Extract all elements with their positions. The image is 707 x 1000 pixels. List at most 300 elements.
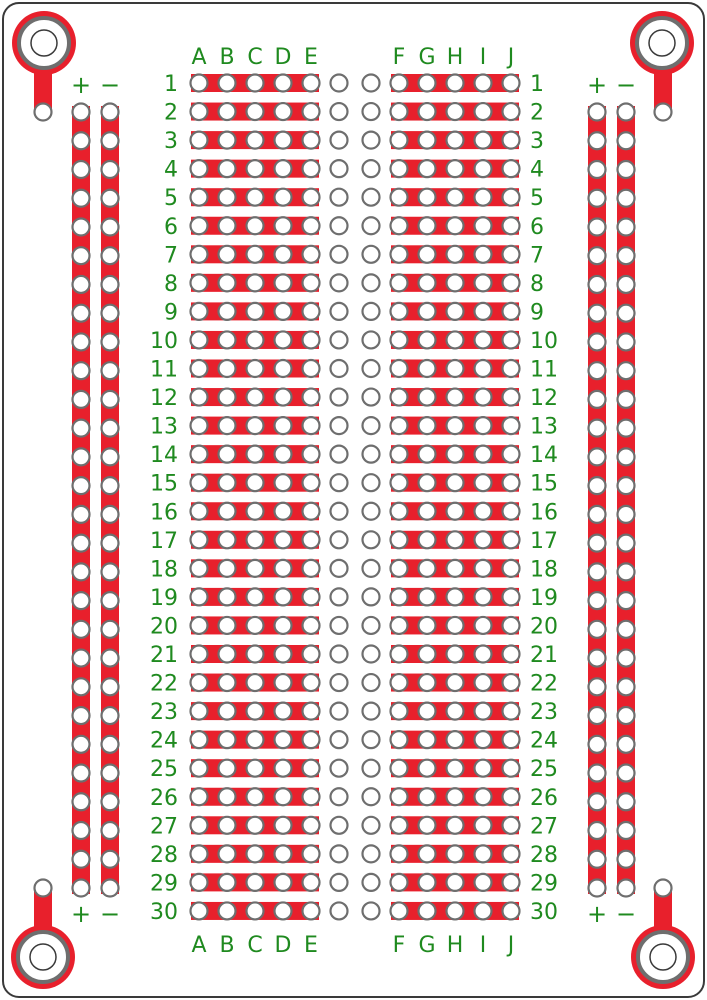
circle-pad-icon bbox=[363, 588, 380, 605]
circle-pad-icon bbox=[247, 189, 264, 206]
circle-pad-icon bbox=[363, 246, 380, 263]
circle-pad-icon bbox=[219, 189, 236, 206]
circle-pad-icon bbox=[102, 420, 119, 437]
circle-pad-icon bbox=[363, 331, 380, 348]
circle-pad-icon bbox=[247, 389, 264, 406]
row-number: 22 bbox=[150, 671, 178, 697]
circle-pad-icon bbox=[303, 217, 320, 234]
circle-pad-icon bbox=[475, 874, 492, 891]
row-number: 4 bbox=[530, 157, 544, 183]
circle-pad-icon bbox=[219, 531, 236, 548]
circle-pad-icon bbox=[275, 703, 292, 720]
circle-pad-icon bbox=[363, 360, 380, 377]
circle-pad-icon bbox=[331, 246, 348, 263]
row-number: 30 bbox=[530, 899, 558, 925]
circle-pad-icon bbox=[589, 420, 606, 437]
circle-pad-icon bbox=[219, 103, 236, 120]
circle-pad-icon bbox=[303, 560, 320, 577]
circle-pad-icon bbox=[503, 874, 520, 891]
circle-pad-icon bbox=[618, 822, 635, 839]
row-number: 2 bbox=[164, 100, 178, 126]
circle-pad-icon bbox=[589, 765, 606, 782]
circle-pad-icon bbox=[102, 793, 119, 810]
circle-pad-icon bbox=[419, 588, 436, 605]
circle-pad-icon bbox=[191, 874, 208, 891]
circle-pad-icon bbox=[363, 75, 380, 92]
circle-pad-icon bbox=[102, 678, 119, 695]
circle-pad-icon bbox=[589, 678, 606, 695]
column-letter: F bbox=[392, 933, 406, 958]
circle-pad-icon bbox=[331, 75, 348, 92]
circle-pad-icon bbox=[475, 446, 492, 463]
circle-pad-icon bbox=[589, 707, 606, 724]
circle-pad-icon bbox=[447, 189, 464, 206]
row-number: 9 bbox=[164, 300, 178, 326]
circle-pad-icon bbox=[618, 506, 635, 523]
circle-pad-icon bbox=[419, 303, 436, 320]
circle-pad-icon bbox=[247, 503, 264, 520]
circle-pad-icon bbox=[102, 707, 119, 724]
circle-pad-icon bbox=[303, 760, 320, 777]
circle-pad-icon bbox=[419, 446, 436, 463]
mount-hole bbox=[31, 30, 57, 56]
circle-pad-icon bbox=[419, 674, 436, 691]
row-number: 2 bbox=[530, 100, 544, 126]
power-rail bbox=[101, 104, 119, 897]
column-letter: C bbox=[247, 45, 263, 70]
circle-pad-icon bbox=[447, 674, 464, 691]
circle-pad-icon bbox=[447, 474, 464, 491]
circle-pad-icon bbox=[275, 874, 292, 891]
row-number: 24 bbox=[150, 728, 178, 754]
circle-pad-icon bbox=[419, 189, 436, 206]
circle-pad-icon bbox=[589, 477, 606, 494]
circle-pad-icon bbox=[102, 851, 119, 868]
row-number: 13 bbox=[150, 414, 178, 440]
circle-pad-icon bbox=[503, 817, 520, 834]
circle-pad-icon bbox=[275, 474, 292, 491]
circle-pad-icon bbox=[618, 132, 635, 149]
circle-pad-icon bbox=[247, 103, 264, 120]
column-letter: G bbox=[418, 45, 436, 70]
column-letter: D bbox=[274, 45, 292, 70]
circle-pad-icon bbox=[363, 845, 380, 862]
circle-pad-icon bbox=[419, 617, 436, 634]
circle-pad-icon bbox=[618, 880, 635, 897]
circle-pad-icon bbox=[618, 161, 635, 178]
circle-pad-icon bbox=[391, 874, 408, 891]
column-letter: E bbox=[304, 45, 318, 70]
circle-pad-icon bbox=[475, 246, 492, 263]
circle-pad-icon bbox=[73, 190, 90, 207]
circle-pad-icon bbox=[503, 274, 520, 291]
circle-pad-icon bbox=[35, 104, 52, 121]
circle-pad-icon bbox=[303, 617, 320, 634]
circle-pad-icon bbox=[303, 246, 320, 263]
circle-pad-icon bbox=[589, 276, 606, 293]
circle-pad-icon bbox=[102, 247, 119, 264]
circle-pad-icon bbox=[503, 902, 520, 919]
circle-pad-icon bbox=[475, 303, 492, 320]
circle-pad-icon bbox=[191, 902, 208, 919]
circle-pad-icon bbox=[618, 104, 635, 121]
circle-pad-icon bbox=[219, 646, 236, 663]
circle-pad-icon bbox=[618, 276, 635, 293]
row-number: 25 bbox=[530, 757, 558, 783]
circle-pad-icon bbox=[191, 132, 208, 149]
circle-pad-icon bbox=[219, 274, 236, 291]
circle-pad-icon bbox=[503, 503, 520, 520]
circle-pad-icon bbox=[303, 75, 320, 92]
circle-pad-icon bbox=[191, 646, 208, 663]
circle-pad-icon bbox=[191, 446, 208, 463]
circle-pad-icon bbox=[447, 389, 464, 406]
circle-pad-icon bbox=[503, 189, 520, 206]
circle-pad-icon bbox=[331, 874, 348, 891]
circle-pad-icon bbox=[247, 617, 264, 634]
circle-pad-icon bbox=[247, 588, 264, 605]
circle-pad-icon bbox=[475, 646, 492, 663]
circle-pad-icon bbox=[102, 218, 119, 235]
circle-pad-icon bbox=[73, 563, 90, 580]
circle-pad-icon bbox=[219, 817, 236, 834]
circle-pad-icon bbox=[102, 563, 119, 580]
circle-pad-icon bbox=[419, 474, 436, 491]
circle-pad-icon bbox=[589, 190, 606, 207]
circle-pad-icon bbox=[475, 760, 492, 777]
row-number: 8 bbox=[530, 271, 544, 297]
circle-pad-icon bbox=[73, 391, 90, 408]
circle-pad-icon bbox=[331, 360, 348, 377]
mount-hole bbox=[650, 944, 676, 970]
circle-pad-icon bbox=[363, 674, 380, 691]
column-letter: B bbox=[219, 45, 235, 70]
circle-pad-icon bbox=[447, 360, 464, 377]
circle-pad-icon bbox=[475, 503, 492, 520]
row-number: 21 bbox=[150, 643, 178, 668]
circle-pad-icon bbox=[503, 217, 520, 234]
circle-pad-icon bbox=[363, 274, 380, 291]
circle-pad-icon bbox=[191, 760, 208, 777]
row-number: 16 bbox=[150, 500, 178, 526]
circle-pad-icon bbox=[191, 503, 208, 520]
circle-pad-icon bbox=[219, 503, 236, 520]
column-letter: A bbox=[191, 933, 207, 958]
circle-pad-icon bbox=[503, 417, 520, 434]
circle-pad-icon bbox=[618, 707, 635, 724]
circle-pad-icon bbox=[73, 477, 90, 494]
circle-pad-icon bbox=[419, 902, 436, 919]
circle-pad-icon bbox=[618, 305, 635, 322]
circle-pad-icon bbox=[303, 874, 320, 891]
circle-pad-icon bbox=[303, 531, 320, 548]
circle-pad-icon bbox=[331, 160, 348, 177]
circle-pad-icon bbox=[475, 531, 492, 548]
circle-pad-icon bbox=[475, 731, 492, 748]
rail-minus-label: − bbox=[99, 900, 121, 928]
circle-pad-icon bbox=[73, 736, 90, 753]
circle-pad-icon bbox=[219, 588, 236, 605]
circle-pad-icon bbox=[191, 189, 208, 206]
circle-pad-icon bbox=[191, 674, 208, 691]
circle-pad-icon bbox=[73, 707, 90, 724]
circle-pad-icon bbox=[503, 331, 520, 348]
row-number: 7 bbox=[164, 243, 178, 269]
circle-pad-icon bbox=[391, 646, 408, 663]
circle-pad-icon bbox=[73, 851, 90, 868]
circle-pad-icon bbox=[589, 391, 606, 408]
circle-pad-icon bbox=[503, 617, 520, 634]
row-number: 15 bbox=[150, 471, 178, 497]
row-number: 12 bbox=[150, 386, 178, 412]
row-number: 10 bbox=[530, 328, 558, 354]
circle-pad-icon bbox=[219, 902, 236, 919]
row-number: 23 bbox=[150, 700, 178, 726]
circle-pad-icon bbox=[275, 617, 292, 634]
circle-pad-icon bbox=[303, 474, 320, 491]
circle-pad-icon bbox=[618, 190, 635, 207]
circle-pad-icon bbox=[503, 246, 520, 263]
row-number: 29 bbox=[530, 871, 558, 897]
circle-pad-icon bbox=[73, 793, 90, 810]
circle-pad-icon bbox=[275, 274, 292, 291]
row-number: 28 bbox=[150, 842, 178, 868]
mount-hole bbox=[649, 30, 675, 56]
circle-pad-icon bbox=[391, 531, 408, 548]
circle-pad-icon bbox=[219, 246, 236, 263]
circle-pad-icon bbox=[503, 446, 520, 463]
circle-pad-icon bbox=[475, 160, 492, 177]
circle-pad-icon bbox=[391, 417, 408, 434]
circle-pad-icon bbox=[589, 333, 606, 350]
row-number: 23 bbox=[530, 700, 558, 726]
circle-pad-icon bbox=[303, 788, 320, 805]
circle-pad-icon bbox=[391, 189, 408, 206]
circle-pad-icon bbox=[475, 845, 492, 862]
rail-plus-label: + bbox=[586, 71, 608, 99]
circle-pad-icon bbox=[363, 617, 380, 634]
circle-pad-icon bbox=[419, 703, 436, 720]
circle-pad-icon bbox=[247, 360, 264, 377]
circle-pad-icon bbox=[391, 560, 408, 577]
circle-pad-icon bbox=[191, 303, 208, 320]
circle-pad-icon bbox=[589, 218, 606, 235]
circle-pad-icon bbox=[419, 360, 436, 377]
row-number: 11 bbox=[530, 357, 558, 383]
column-letter: I bbox=[479, 933, 487, 958]
circle-pad-icon bbox=[419, 132, 436, 149]
circle-pad-icon bbox=[191, 845, 208, 862]
rail-minus-label: − bbox=[615, 900, 637, 928]
circle-pad-icon bbox=[275, 446, 292, 463]
circle-pad-icon bbox=[618, 650, 635, 667]
circle-pad-icon bbox=[447, 845, 464, 862]
circle-pad-icon bbox=[447, 731, 464, 748]
circle-pad-icon bbox=[618, 678, 635, 695]
circle-pad-icon bbox=[475, 417, 492, 434]
row-number: 17 bbox=[150, 528, 178, 554]
column-letter: H bbox=[446, 933, 464, 958]
circle-pad-icon bbox=[363, 446, 380, 463]
circle-pad-icon bbox=[503, 474, 520, 491]
row-number: 3 bbox=[164, 129, 178, 155]
circle-pad-icon bbox=[247, 160, 264, 177]
circle-pad-icon bbox=[503, 531, 520, 548]
circle-pad-icon bbox=[363, 760, 380, 777]
circle-pad-icon bbox=[391, 817, 408, 834]
circle-pad-icon bbox=[447, 788, 464, 805]
circle-pad-icon bbox=[102, 276, 119, 293]
circle-pad-icon bbox=[475, 75, 492, 92]
circle-pad-icon bbox=[363, 389, 380, 406]
circle-pad-icon bbox=[247, 788, 264, 805]
circle-pad-icon bbox=[503, 703, 520, 720]
circle-pad-icon bbox=[73, 104, 90, 121]
circle-pad-icon bbox=[73, 333, 90, 350]
circle-pad-icon bbox=[275, 160, 292, 177]
row-number: 25 bbox=[150, 757, 178, 783]
circle-pad-icon bbox=[247, 731, 264, 748]
circle-pad-icon bbox=[363, 189, 380, 206]
circle-pad-icon bbox=[219, 674, 236, 691]
circle-pad-icon bbox=[503, 132, 520, 149]
circle-pad-icon bbox=[275, 246, 292, 263]
circle-pad-icon bbox=[303, 845, 320, 862]
circle-pad-icon bbox=[503, 560, 520, 577]
circle-pad-icon bbox=[391, 274, 408, 291]
circle-pad-icon bbox=[303, 817, 320, 834]
circle-pad-icon bbox=[447, 902, 464, 919]
circle-pad-icon bbox=[618, 420, 635, 437]
circle-pad-icon bbox=[419, 731, 436, 748]
circle-pad-icon bbox=[191, 389, 208, 406]
circle-pad-icon bbox=[475, 788, 492, 805]
circle-pad-icon bbox=[363, 303, 380, 320]
circle-pad-icon bbox=[363, 731, 380, 748]
circle-pad-icon bbox=[363, 474, 380, 491]
circle-pad-icon bbox=[275, 103, 292, 120]
rail-minus-label: − bbox=[99, 71, 121, 99]
circle-pad-icon bbox=[102, 362, 119, 379]
circle-pad-icon bbox=[475, 674, 492, 691]
circle-pad-icon bbox=[247, 817, 264, 834]
circle-pad-icon bbox=[303, 703, 320, 720]
circle-pad-icon bbox=[363, 417, 380, 434]
circle-pad-icon bbox=[475, 217, 492, 234]
circle-pad-icon bbox=[618, 218, 635, 235]
circle-pad-icon bbox=[331, 588, 348, 605]
circle-pad-icon bbox=[275, 75, 292, 92]
circle-pad-icon bbox=[247, 132, 264, 149]
circle-pad-icon bbox=[219, 731, 236, 748]
circle-pad-icon bbox=[331, 474, 348, 491]
circle-pad-icon bbox=[447, 503, 464, 520]
circle-pad-icon bbox=[102, 132, 119, 149]
circle-pad-icon bbox=[102, 880, 119, 897]
circle-pad-icon bbox=[363, 132, 380, 149]
circle-pad-icon bbox=[275, 560, 292, 577]
row-number: 18 bbox=[530, 557, 558, 583]
circle-pad-icon bbox=[73, 650, 90, 667]
circle-pad-icon bbox=[503, 646, 520, 663]
circle-pad-icon bbox=[618, 765, 635, 782]
circle-pad-icon bbox=[73, 592, 90, 609]
circle-pad-icon bbox=[391, 389, 408, 406]
row-number: 22 bbox=[530, 671, 558, 697]
row-number: 13 bbox=[530, 414, 558, 440]
circle-pad-icon bbox=[475, 331, 492, 348]
circle-pad-icon bbox=[475, 132, 492, 149]
circle-pad-icon bbox=[447, 446, 464, 463]
circle-pad-icon bbox=[447, 560, 464, 577]
circle-pad-icon bbox=[331, 560, 348, 577]
circle-pad-icon bbox=[73, 880, 90, 897]
circle-pad-icon bbox=[391, 331, 408, 348]
row-number: 26 bbox=[530, 785, 558, 811]
circle-pad-icon bbox=[73, 218, 90, 235]
circle-pad-icon bbox=[275, 788, 292, 805]
circle-pad-icon bbox=[363, 874, 380, 891]
row-number: 12 bbox=[530, 386, 558, 412]
column-letter: F bbox=[392, 45, 406, 70]
column-letter: G bbox=[418, 933, 436, 958]
circle-pad-icon bbox=[73, 276, 90, 293]
circle-pad-icon bbox=[191, 817, 208, 834]
circle-pad-icon bbox=[447, 817, 464, 834]
circle-pad-icon bbox=[475, 560, 492, 577]
row-number: 19 bbox=[530, 585, 558, 611]
circle-pad-icon bbox=[331, 845, 348, 862]
column-letter: J bbox=[507, 45, 515, 70]
circle-pad-icon bbox=[191, 246, 208, 263]
circle-pad-icon bbox=[419, 331, 436, 348]
circle-pad-icon bbox=[275, 731, 292, 748]
circle-pad-icon bbox=[303, 646, 320, 663]
circle-pad-icon bbox=[419, 274, 436, 291]
circle-pad-icon bbox=[503, 103, 520, 120]
circle-pad-icon bbox=[655, 104, 672, 121]
circle-pad-icon bbox=[275, 902, 292, 919]
circle-pad-icon bbox=[503, 731, 520, 748]
circle-pad-icon bbox=[447, 217, 464, 234]
row-number: 8 bbox=[164, 271, 178, 297]
circle-pad-icon bbox=[391, 303, 408, 320]
circle-pad-icon bbox=[391, 160, 408, 177]
circle-pad-icon bbox=[191, 788, 208, 805]
circle-pad-icon bbox=[589, 506, 606, 523]
circle-pad-icon bbox=[475, 617, 492, 634]
circle-pad-icon bbox=[447, 303, 464, 320]
circle-pad-icon bbox=[247, 474, 264, 491]
circle-pad-icon bbox=[618, 247, 635, 264]
rail-plus-label: + bbox=[70, 900, 92, 928]
circle-pad-icon bbox=[419, 217, 436, 234]
circle-pad-icon bbox=[503, 160, 520, 177]
circle-pad-icon bbox=[589, 880, 606, 897]
circle-pad-icon bbox=[331, 788, 348, 805]
column-letter: J bbox=[507, 933, 515, 958]
column-letter: D bbox=[274, 933, 292, 958]
circle-pad-icon bbox=[391, 703, 408, 720]
circle-pad-icon bbox=[331, 731, 348, 748]
circle-pad-icon bbox=[247, 760, 264, 777]
circle-pad-icon bbox=[589, 822, 606, 839]
circle-pad-icon bbox=[102, 190, 119, 207]
circle-pad-icon bbox=[219, 417, 236, 434]
circle-pad-icon bbox=[419, 560, 436, 577]
circle-pad-icon bbox=[419, 845, 436, 862]
circle-pad-icon bbox=[219, 845, 236, 862]
